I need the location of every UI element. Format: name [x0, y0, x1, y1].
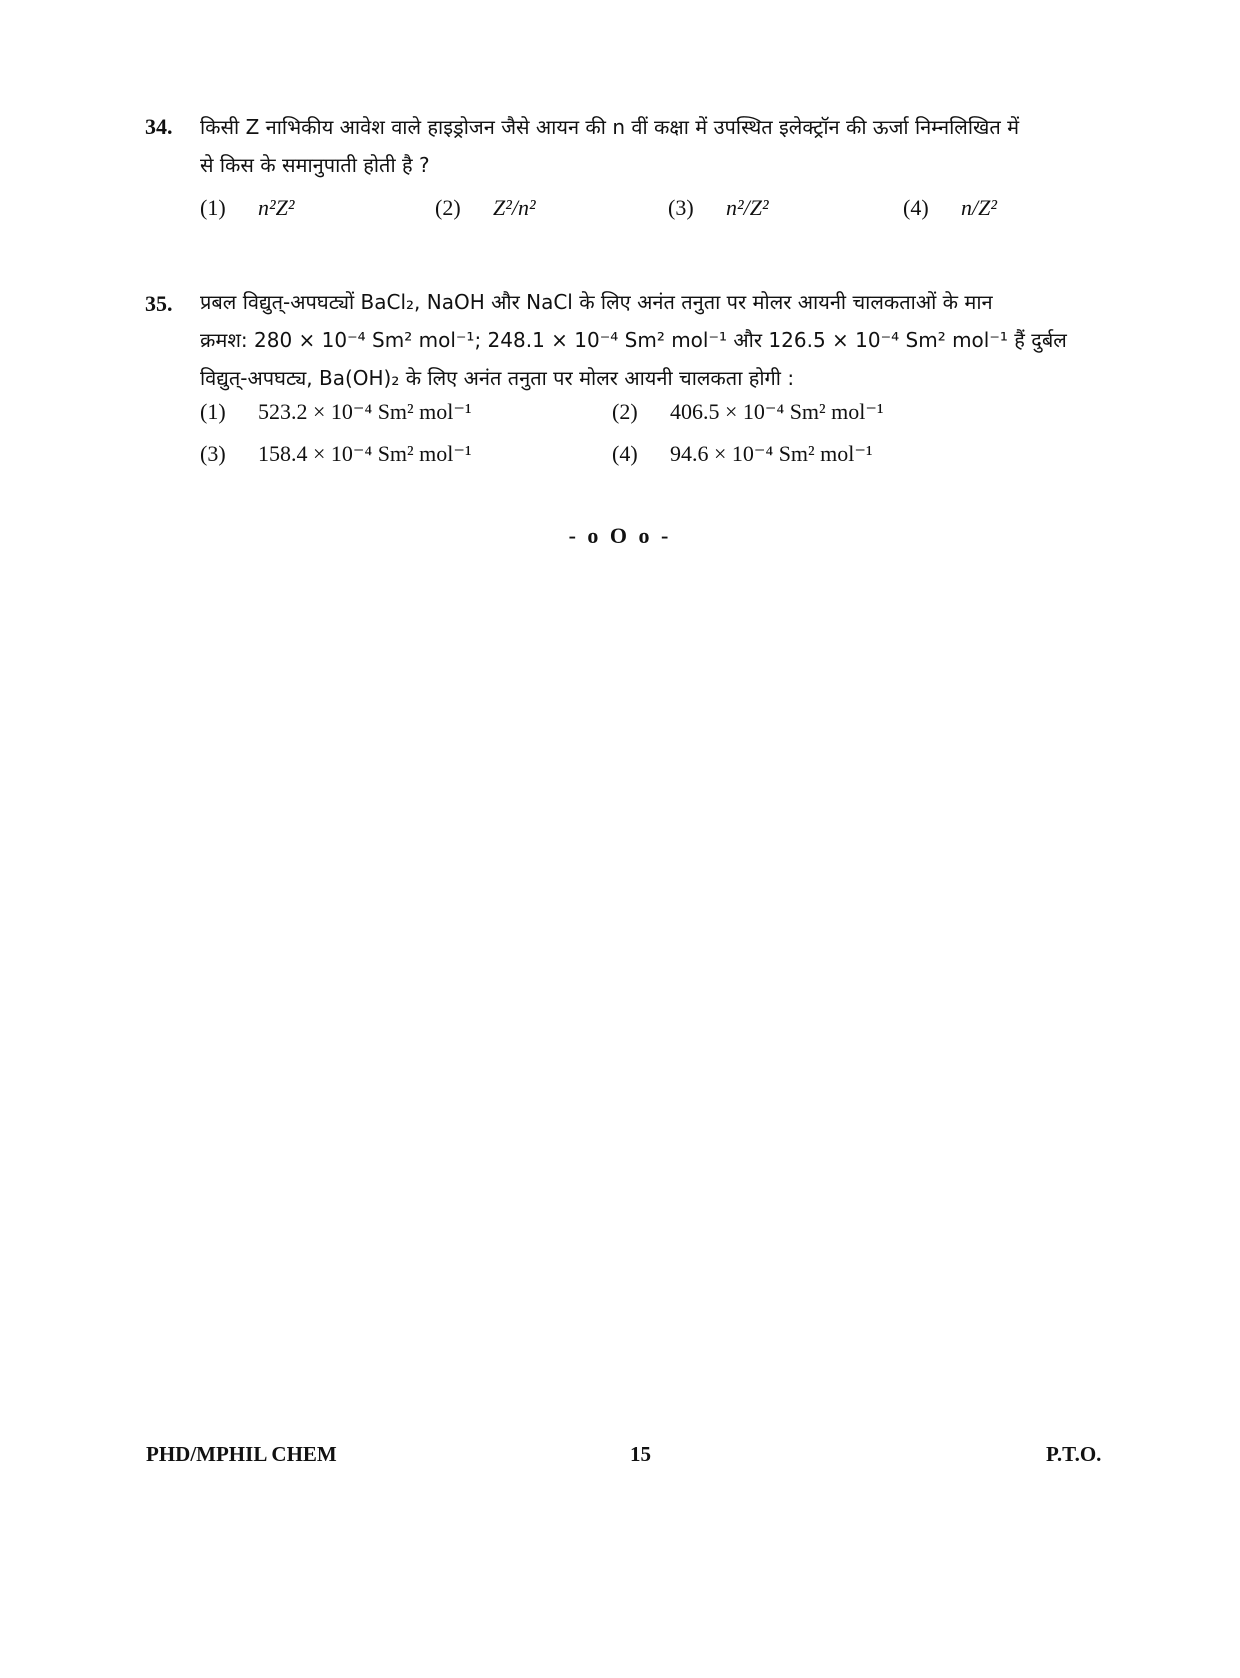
- option-35-1[interactable]: [200, 399, 472, 425]
- option-label: (2): [435, 195, 461, 220]
- option-label: (4): [903, 195, 929, 220]
- option-label: (3): [668, 195, 694, 220]
- footer-page-number: 15: [630, 1442, 651, 1466]
- question-text-line: क्रमश: 280 × 10⁻⁴ Sm² mol⁻¹; 248.1 × 10⁻⁴ Sm² mol⁻¹ और 126.5 × 10⁻⁴ Sm² mol⁻¹ हैं दुर्बल: [200, 328, 1067, 352]
- option-34-1[interactable]: [200, 195, 294, 221]
- option-35-2[interactable]: [612, 399, 884, 425]
- question-35: [145, 283, 1135, 403]
- option-value: 94.6 × 10⁻⁴ Sm² mol⁻¹: [670, 441, 873, 466]
- question-text: [200, 283, 1135, 397]
- option-value: n/Z²: [961, 195, 997, 220]
- option-label: (4): [612, 441, 638, 466]
- option-34-4[interactable]: [903, 195, 997, 221]
- question-text-line: किसी Z नाभिकीय आवेश वाले हाइड्रोजन जैसे आयन की n वीं कक्षा में उपस्थित इलेक्ट्रॉन की ऊर्जा निम्नलिखित में: [200, 115, 1020, 139]
- question-number: 35.: [145, 291, 173, 316]
- option-label: (3): [200, 441, 226, 466]
- end-of-paper-marker: - o O o -: [568, 523, 672, 548]
- option-label: (1): [200, 195, 226, 220]
- question-text-line: प्रबल विद्युत्-अपघट्यों BaCl₂, NaOH और NaCl के लिए अनंत तनुता पर मोलर आयनी चालकताओं के मान: [200, 290, 993, 314]
- option-label: (1): [200, 399, 226, 424]
- footer-paper-code: PHD/MPHIL CHEM: [146, 1442, 337, 1466]
- question-text-line: विद्युत्-अपघट्य, Ba(OH)₂ के लिए अनंत तनुता पर मोलर आयनी चालकता होगी :: [200, 366, 795, 390]
- option-value: Z²/n²: [493, 195, 536, 220]
- option-34-3[interactable]: [668, 195, 769, 221]
- option-value: n²/Z²: [726, 195, 769, 220]
- option-35-3[interactable]: [200, 441, 472, 467]
- option-value: 523.2 × 10⁻⁴ Sm² mol⁻¹: [258, 399, 472, 424]
- option-label: (2): [612, 399, 638, 424]
- question-text: [200, 108, 1135, 184]
- footer-pto: P.T.O.: [1046, 1442, 1102, 1466]
- option-value: 406.5 × 10⁻⁴ Sm² mol⁻¹: [670, 399, 884, 424]
- option-34-2[interactable]: [435, 195, 536, 221]
- option-value: 158.4 × 10⁻⁴ Sm² mol⁻¹: [258, 441, 472, 466]
- option-value: n²Z²: [258, 195, 295, 220]
- question-number: 34.: [145, 114, 173, 139]
- option-35-4[interactable]: [612, 441, 873, 467]
- question-text-line: से किस के समानुपाती होती है ?: [200, 153, 430, 177]
